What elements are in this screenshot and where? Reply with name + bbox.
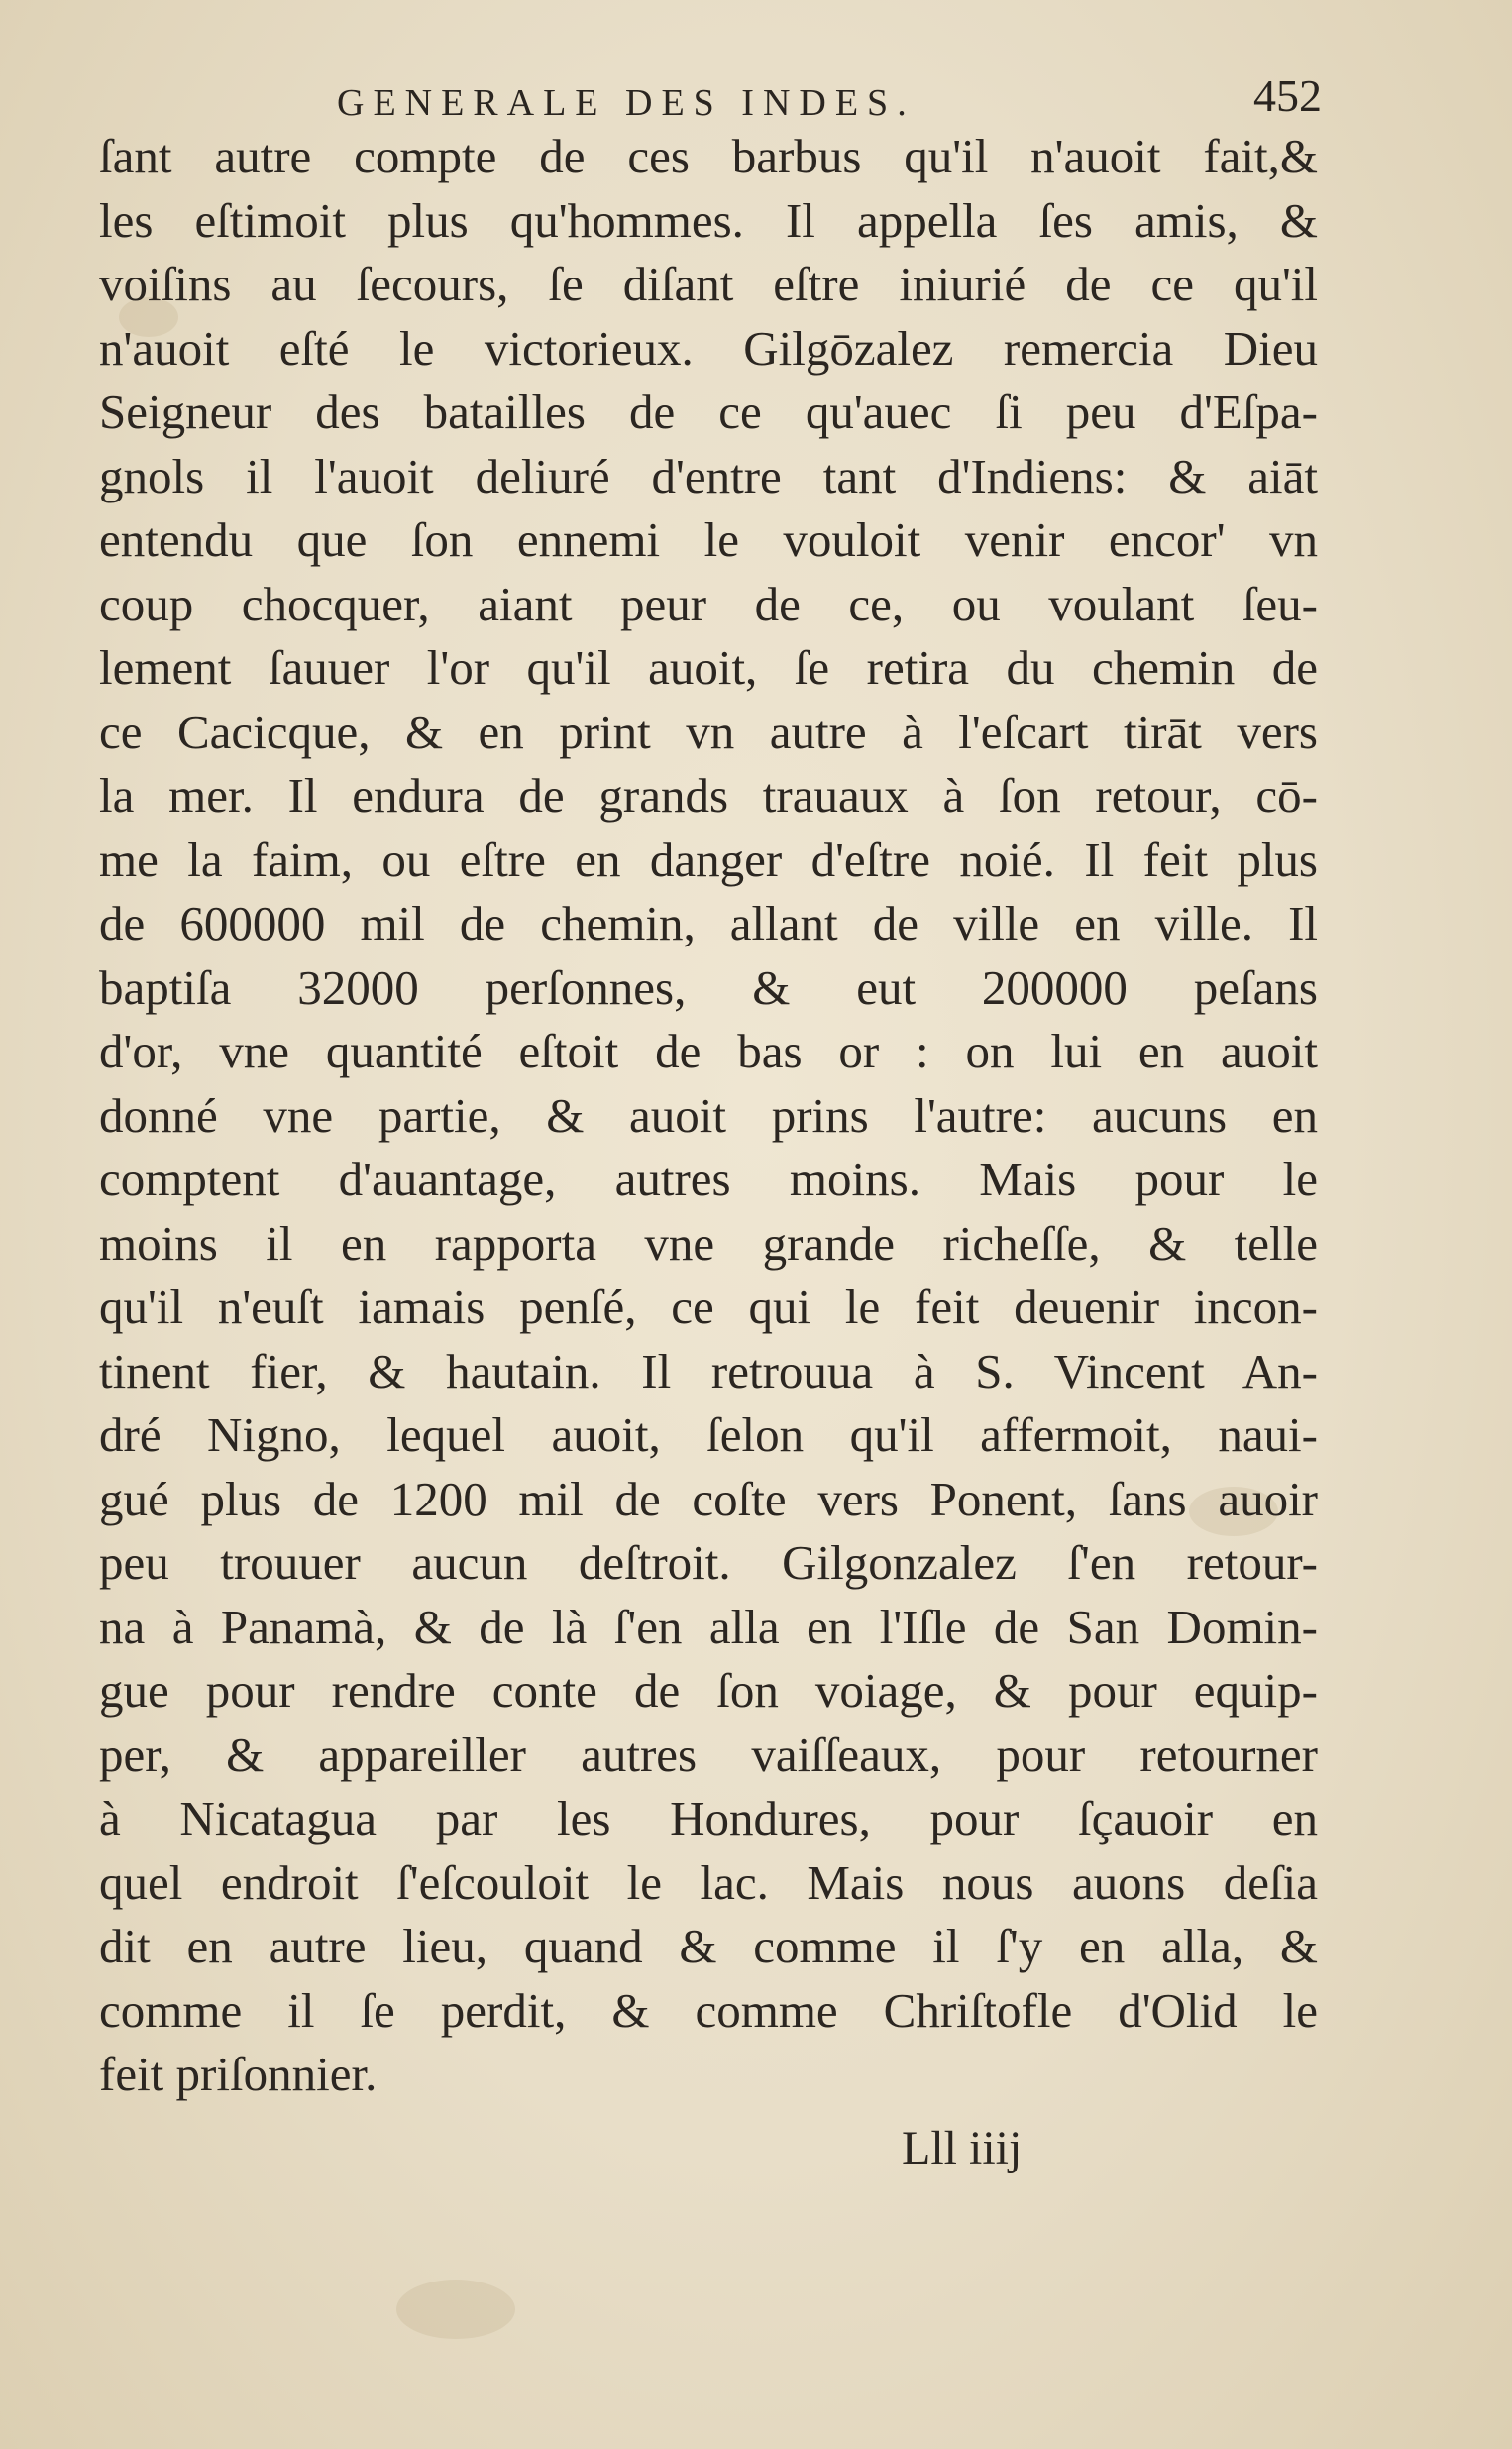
text-line: me la faim, ou eſtre en danger d'eſtre noié. Il feit plus xyxy=(99,832,1318,887)
body-text xyxy=(99,125,1318,2107)
text-line: quel endroit ſ'eſcouloit le lac. Mais nous auons deſia xyxy=(99,1854,1318,1910)
text-line: donné vne partie, & auoit prins l'autre: aucuns en xyxy=(99,1087,1318,1143)
text-line: lement ſauuer l'or qu'il auoit, ſe retira du chemin de xyxy=(99,640,1318,695)
text-line: ce Cacicque, & en print vn autre à l'eſcart tirāt vers xyxy=(99,704,1318,759)
text-line: n'auoit eſté le victorieux. Gilgōzalez remercia Dieu xyxy=(99,320,1318,376)
text-line: dit en autre lieu, quand & comme il ſ'y en alla, & xyxy=(99,1919,1318,1973)
text-line: Seigneur des batailles de ce qu'auec ſi peu d'Eſpa- xyxy=(99,385,1318,439)
text-line: entendu que ſon ennemi le vouloit venir encor' vn xyxy=(99,512,1318,567)
text-line: na à Panamà, & de là ſ'en alla en l'Iſle de San Domin- xyxy=(99,1599,1318,1654)
text-line: tinent fier, & hautain. Il retrouua à S. Vincent An- xyxy=(99,1343,1318,1398)
text-line: les eſtimoit plus qu'hommes. Il appella ſes amis, & xyxy=(99,192,1318,248)
paper-stain xyxy=(396,2280,515,2339)
page-number: 452 xyxy=(1253,70,1322,121)
text-line: gnols il l'auoit deliuré d'entre tant d'Indiens: & aiāt xyxy=(99,448,1318,503)
text-line: de 600000 mil de chemin, allant de ville en ville. Il xyxy=(99,896,1318,950)
running-head: GENERALE DES INDES. xyxy=(337,82,916,124)
text-line: comme il ſe perdit, & comme Chriſtofle d'Olid le xyxy=(99,1982,1318,2038)
text-line: coup chocquer, aiant peur de ce, ou voulant ſeu- xyxy=(99,576,1318,631)
text-line: feit priſonnier. xyxy=(99,2047,378,2101)
text-line: dré Nigno, lequel auoit, ſelon qu'il affermoit, naui- xyxy=(99,1407,1318,1462)
signature-mark: Lll iiij xyxy=(902,2122,1023,2174)
text-line: la mer. Il endura de grands trauaux à ſon retour, cō- xyxy=(99,768,1318,823)
text-line: qu'il n'euſt iamais penſé, ce qui le feit deuenir incon- xyxy=(99,1280,1318,1334)
text-line: per, & appareiller autres vaiſſeaux, pour retourner xyxy=(99,1726,1318,1782)
text-line: baptiſa 32000 perſonnes, & eut 200000 peſans xyxy=(99,959,1318,1015)
text-line: moins il en rapporta vne grande richeſſe, & telle xyxy=(99,1215,1318,1271)
text-line: comptent d'auantage, autres moins. Mais pour le xyxy=(99,1152,1318,1206)
text-line: voiſins au ſecours, ſe diſant eſtre iniurié de ce qu'il xyxy=(99,257,1318,311)
text-line: d'or, vne quantité eſtoit de bas or : on lui en auoit xyxy=(99,1024,1318,1078)
text-line: gue pour rendre conte de ſon voiage, & pour equip- xyxy=(99,1663,1318,1718)
text-line: ſant autre compte de ces barbus qu'il n'auoit fait,& xyxy=(99,129,1318,183)
text-line: peu trouuer aucun deſtroit. Gilgonzalez ſ'en retour- xyxy=(99,1535,1318,1590)
text-line: gué plus de 1200 mil de coſte vers Ponent, ſans auoir xyxy=(99,1471,1318,1526)
text-line: à Nicatagua par les Hondures, pour ſçauoir en xyxy=(99,1791,1318,1845)
